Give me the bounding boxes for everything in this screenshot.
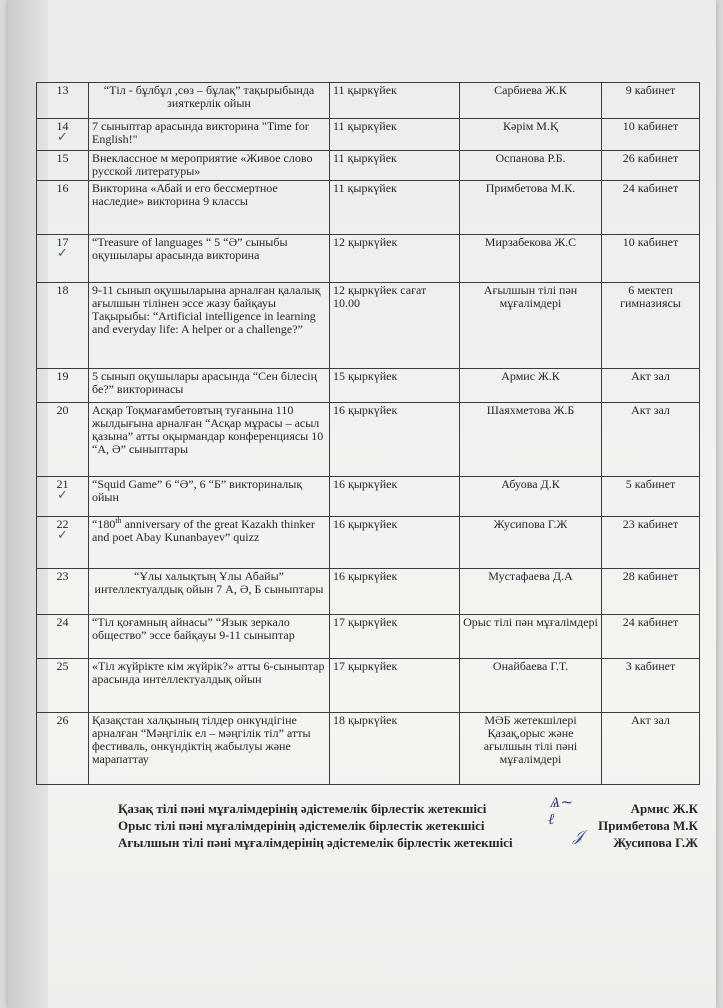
row-number: 21 <box>56 477 69 491</box>
event-date: 11 қыркүйек <box>330 119 460 151</box>
event-name-rest: anniversary of the great Kazakh thinker and poet Abay Kunanbayev” quizz <box>92 517 315 544</box>
row-number-cell <box>37 477 89 517</box>
table-row <box>37 713 700 785</box>
table-row <box>37 403 700 477</box>
responsible-person: Примбетова М.К. <box>460 181 602 235</box>
room: 5 кабинет <box>602 477 700 517</box>
room: 28 кабинет <box>602 569 700 615</box>
event-name: «Тіл жүйрікте кім жүйрік?» атты 6-сыныптар арасында интеллектуалдық ойын <box>89 659 330 713</box>
row-number: 19 <box>37 369 89 403</box>
event-date: 16 қыркүйек <box>330 403 460 477</box>
table-row <box>37 477 700 517</box>
signature-role: Ағылшын тілі пәні мұғалімдерінің әдістемелік бірлестік жетекшісі <box>118 835 513 850</box>
check-mark-icon: ✓ <box>57 130 68 145</box>
row-number: 18 <box>37 283 89 369</box>
event-name: 9-11 сынып оқушыларына арналған қалалық ағылшын тілінен эссе жазу байқауы Тақырыбы: “Artificial intelligence in learning and everyday life: A helper or a challenge?” <box>89 283 330 369</box>
signature-name: Примбетова М.К <box>598 818 698 833</box>
responsible-person: Мирзабекова Ж.С <box>460 235 602 283</box>
table-row <box>37 283 700 369</box>
check-mark-icon: ✓ <box>57 488 68 503</box>
table-row <box>37 83 700 119</box>
event-name: 5 сынып оқушылары арасында “Сен білесің бе?” викторинасы <box>89 369 330 403</box>
room: 10 кабинет <box>602 235 700 283</box>
event-date: 17 қыркүйек <box>330 659 460 713</box>
event-name <box>89 517 330 569</box>
responsible-person: Орыс тілі пән мұғалімдері <box>460 615 602 659</box>
responsible-person: Сарбиева Ж.К <box>460 83 602 119</box>
room: 6 мектеп гимназиясы <box>602 283 700 369</box>
handwritten-signature: 𝒥 <box>573 827 584 845</box>
event-name: 7 сыныптар арасында викторина "Time for English!" <box>89 119 330 151</box>
responsible-person: МӘБ жетекшілері Қазақ,орыс және ағылшын тілі пәні мұғалімдері <box>460 713 602 785</box>
room: 24 кабинет <box>602 615 700 659</box>
event-date: 11 қыркүйек <box>330 181 460 235</box>
event-name: “Treasure of languages “ 5 “Ә” сыныбы оқушылары арасында викторина <box>89 235 330 283</box>
row-number: 26 <box>37 713 89 785</box>
event-name: “Ұлы халықтың Ұлы Абайы” интеллектуалдық ойын 7 А, Ә, Б сыныптары <box>89 569 330 615</box>
responsible-person: Онайбаева Г.Т. <box>460 659 602 713</box>
event-name: “Squid Game” 6 “Ә”, 6 “Б” викториналық ойын <box>89 477 330 517</box>
handwritten-signature: Ѧ~ <box>550 793 574 811</box>
event-date: 16 қыркүйек <box>330 517 460 569</box>
room: 10 кабинет <box>602 119 700 151</box>
signature-line <box>118 810 698 834</box>
row-number: 14 <box>56 119 69 133</box>
event-name-start: “180 <box>92 517 116 531</box>
check-mark-icon: ✓ <box>57 528 68 543</box>
room: Акт зал <box>602 713 700 785</box>
responsible-person: Жусипова Г.Ж <box>460 517 602 569</box>
table-row <box>37 151 700 181</box>
row-number: 25 <box>37 659 89 713</box>
table-row <box>37 615 700 659</box>
room: 26 кабинет <box>602 151 700 181</box>
event-date: 17 қыркүйек <box>330 615 460 659</box>
row-number-cell <box>37 119 89 151</box>
event-name: Внеклассное м мероприятие «Живое слово русской литературы» <box>89 151 330 181</box>
event-name: Викторина «Абай и его бессмертное наследие» викторина 9 классы <box>89 181 330 235</box>
signature-line <box>118 827 698 851</box>
responsible-person: Абуова Д.К <box>460 477 602 517</box>
row-number: 20 <box>37 403 89 477</box>
room: 3 кабинет <box>602 659 700 713</box>
room: 24 кабинет <box>602 181 700 235</box>
signature-role: Қазақ тілі пәні мұғалімдерінің әдістемелік бірлестік жетекшісі <box>118 801 487 816</box>
event-date: 12 қыркүйек <box>330 235 460 283</box>
row-number: 16 <box>37 181 89 235</box>
event-date: 12 қыркүйек сағат 10.00 <box>330 283 460 369</box>
responsible-person: Шаяхметова Ж.Б <box>460 403 602 477</box>
events-table <box>36 82 700 785</box>
row-number-cell <box>37 235 89 283</box>
table-row <box>37 517 700 569</box>
event-date: 16 қыркүйек <box>330 477 460 517</box>
row-number: 23 <box>37 569 89 615</box>
responsible-person: Ағылшын тілі пән мұғалімдері <box>460 283 602 369</box>
table-row <box>37 119 700 151</box>
event-date: 11 қыркүйек <box>330 151 460 181</box>
event-name: “Тіл қоғамның айнасы” “Язык зеркало общество” эссе байқауы 9-11 сыныптар <box>89 615 330 659</box>
room: 9 кабинет <box>602 83 700 119</box>
signature-block <box>118 793 698 851</box>
signature-name: Армис Ж.К <box>630 801 698 816</box>
table-row <box>37 569 700 615</box>
table-row <box>37 369 700 403</box>
event-name: Асқар Тоқмағамбетовтың туғанына 110 жылдығына арналған “Асқар мұрасы – асыл қазына” атты оқырмандар конференциясы 10 “А, Ә” сыныптары <box>89 403 330 477</box>
table-row <box>37 235 700 283</box>
room: 23 кабинет <box>602 517 700 569</box>
check-mark-icon: ✓ <box>57 246 68 261</box>
event-date: 16 қыркүйек <box>330 569 460 615</box>
row-number: 13 <box>37 83 89 119</box>
table-row <box>37 659 700 713</box>
signature-name: Жусипова Г.Ж <box>613 835 698 850</box>
event-date: 18 қыркүйек <box>330 713 460 785</box>
room: Акт зал <box>602 369 700 403</box>
signature-role: Орыс тілі пәні мұғалімдерінің әдістемелік бірлестік жетекшісі <box>118 818 485 833</box>
document-page <box>8 0 716 1008</box>
row-number-cell <box>37 517 89 569</box>
ordinal-suffix: th <box>115 516 122 525</box>
responsible-person: Армис Ж.К <box>460 369 602 403</box>
room: Акт зал <box>602 403 700 477</box>
row-number: 15 <box>37 151 89 181</box>
row-number: 24 <box>37 615 89 659</box>
row-number: 22 <box>56 517 69 531</box>
event-date: 11 қыркүйек <box>330 83 460 119</box>
handwritten-signature: ℓ <box>548 810 555 828</box>
responsible-person: Кәрім М.Қ <box>460 119 602 151</box>
table-row <box>37 181 700 235</box>
responsible-person: Мустафаева Д.А <box>460 569 602 615</box>
event-name: Қазақстан халқының тілдер онкүндігіне арналған “Мәңгілік ел – мәңгілік тіл” атты фестиваль, онкүндіктің жабылуы және марапаттау <box>89 713 330 785</box>
responsible-person: Оспанова Р.Б. <box>460 151 602 181</box>
row-number: 17 <box>56 235 69 249</box>
signature-line <box>118 793 698 817</box>
event-date: 15 қыркүйек <box>330 369 460 403</box>
event-name: “Тіл - бұлбұл ,сөз – бұлақ” тақырыбында зияткерлік ойын <box>89 83 330 119</box>
